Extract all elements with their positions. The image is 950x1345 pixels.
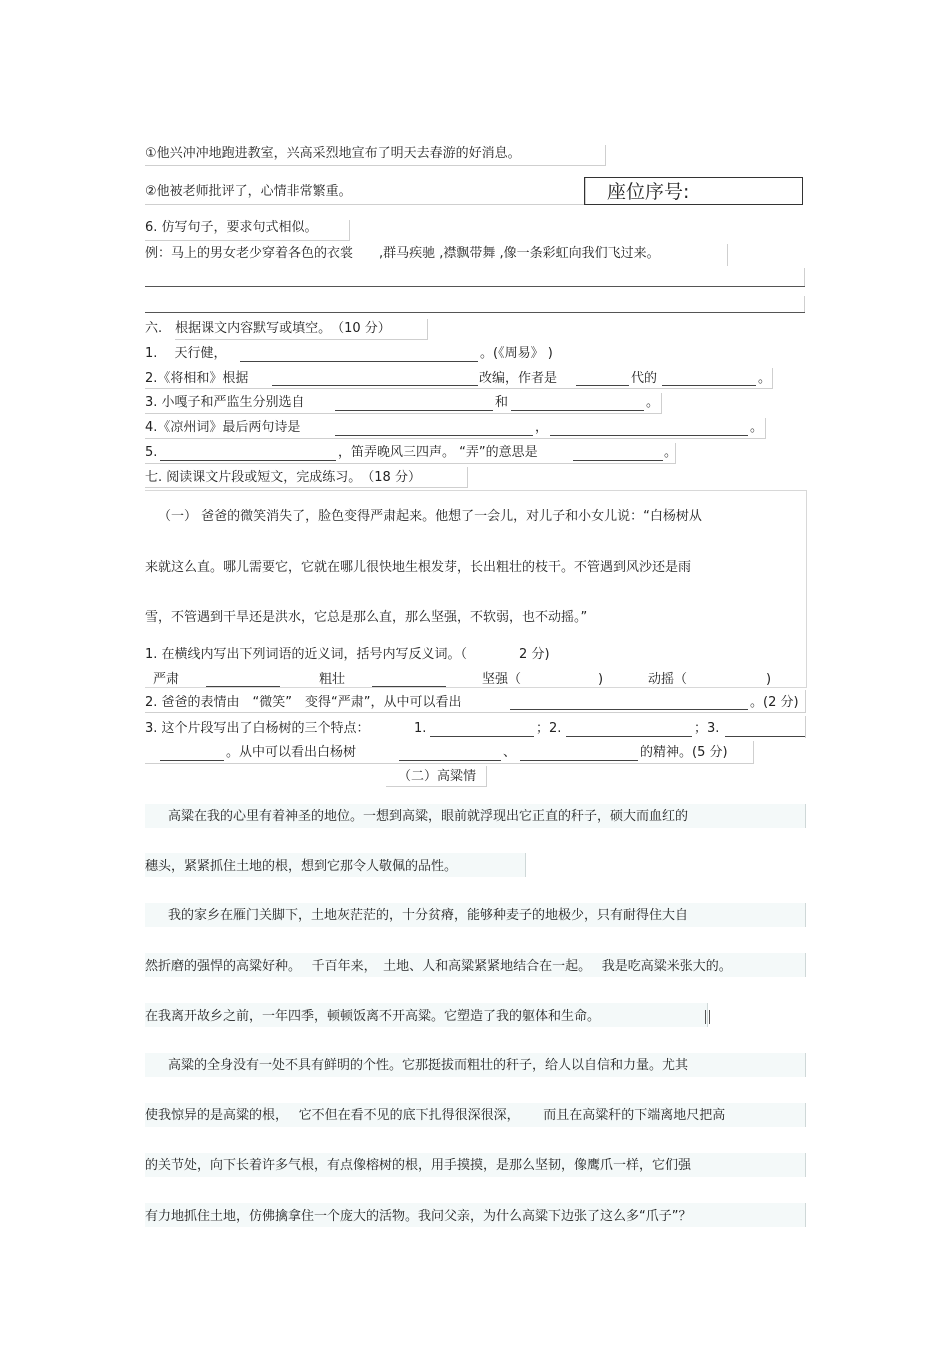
sec6-item5-c: 。 bbox=[664, 445, 678, 460]
sec6-item3-c: 。 bbox=[646, 395, 660, 410]
q6-title: 6. 仿写句子，要求句式相似。 bbox=[145, 220, 318, 235]
sec6-item2-b: 改编，作者是 bbox=[479, 371, 558, 386]
q1-word-cuzhuang: 粗壮 bbox=[319, 672, 346, 687]
sentence-2: ②他被老师批评了，心情非常繁重。 bbox=[145, 184, 352, 199]
sec7-q3-d: 的精神。(5 分) bbox=[640, 745, 728, 760]
answer-line-1-box bbox=[145, 268, 805, 286]
sec6-item5-blank1[interactable] bbox=[160, 460, 336, 461]
sec6-item4-c: 。 bbox=[750, 420, 764, 435]
sec6-item3-blank2[interactable] bbox=[511, 410, 644, 411]
passage2-line2: 穗头，紧紧抓住土地的根，想到它那令人敬佩的品性。 bbox=[145, 859, 458, 874]
sec7-q3-a: 3. 这个片段写出了白杨树的三个特点： bbox=[145, 721, 370, 736]
sentence-1: ①他兴冲冲地跑进教室，兴高采烈地宣布了明天去春游的好消息。 bbox=[145, 146, 521, 161]
sec7-q2-a: 2. 爸爸的表情由 “微笑” 变得“严肃”，从中可以看出 bbox=[145, 695, 462, 710]
sec6-item3-blank1[interactable] bbox=[335, 410, 493, 411]
sec7-q3-blank5[interactable] bbox=[520, 760, 638, 761]
answer-line-1[interactable] bbox=[145, 286, 805, 287]
passage2-line8: 的关节处，向下长着许多气根，有点像榕树的根，用手摸摸，是那么坚韧，像鹰爪一样，它们强 bbox=[145, 1158, 692, 1173]
sec6-item3-a: 3. 小嘎子和严监生分别选自 bbox=[145, 395, 305, 410]
q6-example-box bbox=[145, 244, 728, 266]
passage1-line2: 来就这么直。哪儿需要它，它就在哪儿很快地生根发芽，长出粗壮的枝干。不管遇到风沙还是雨 bbox=[145, 560, 692, 575]
sec6-item4-a: 4.《凉州词》最后两句诗是 bbox=[145, 420, 301, 435]
passage2-line4: 然折磨的强悍的高粱好种。 千百年来， 土地、人和高粱紧紧地结合在一起。 我是吃高粱米张大的。 bbox=[145, 959, 732, 974]
q1-word-dongyao: 动摇（ bbox=[648, 672, 688, 687]
sec7-q3-blank4[interactable] bbox=[399, 760, 501, 761]
sec6-item5-a: 5. bbox=[145, 445, 158, 460]
sec6-item2-blank2[interactable] bbox=[576, 385, 629, 386]
sec7-q3-blank1[interactable] bbox=[430, 736, 534, 737]
passage1-line1: （一） 爸爸的微笑消失了，脸色变得严肃起来。他想了一会儿，对儿子和小女儿说：“白杨树从 bbox=[158, 509, 702, 524]
sec7-q2-b: 。(2 分) bbox=[750, 695, 799, 710]
sec6-item2-c: 代的 bbox=[631, 371, 658, 386]
q1-word-jianqiang: 坚强（ bbox=[482, 672, 522, 687]
sec6-item2-d: 。 bbox=[758, 371, 772, 386]
sec7-q3-blank3[interactable] bbox=[725, 736, 805, 737]
sec7-q3-b: 。从中可以看出白杨树 bbox=[226, 745, 357, 760]
sec7-q3-n3: ；3. bbox=[694, 721, 720, 736]
passage2-line9: 有力地抓住土地，仿佛擒拿住一个庞大的活物。我问父亲，为什么高粱下边张了这么多“爪子”？ bbox=[145, 1209, 692, 1224]
sec6-item4-blank1[interactable] bbox=[335, 435, 533, 436]
q1-blank-cuzhuang[interactable] bbox=[372, 686, 446, 687]
passage2-line7: 使我惊异的是高粱的根， 它不但在看不见的底下扎得很深很深， 而且在高粱秆的下端离地尺把高 bbox=[145, 1108, 726, 1123]
passage1-line3: 雪，不管遇到干旱还是洪水，它总是那么直，那么坚强，不软弱，也不动摇。” bbox=[145, 610, 588, 625]
answer-line-2-box bbox=[145, 296, 805, 312]
sec6-item1-a: 1. 天行健， bbox=[145, 346, 227, 361]
q1-word-dongyao-close: ) bbox=[766, 672, 772, 687]
q1-word-jianqiang-close: ) bbox=[598, 672, 604, 687]
sec7-q3-n1: 1. bbox=[414, 721, 427, 736]
passage2-line5: 在我离开故乡之前，一年四季，顿顿饭离不开高粱。它塑造了我的躯体和生命。 bbox=[145, 1009, 601, 1024]
q1-word-yansu: 严肃 bbox=[153, 672, 180, 687]
sec6-item4-b: ， bbox=[535, 420, 549, 435]
sec6-item3-b: 和 bbox=[495, 395, 509, 410]
sec7-q3-c: 、 bbox=[503, 745, 517, 760]
sec7-q3-n2: ；2. bbox=[536, 721, 562, 736]
passage2-line1: 高粱在我的心里有着神圣的地位。一想到高粱，眼前就浮现出它正直的秆子，硕大而血红的 bbox=[168, 809, 689, 824]
passage2-line3: 我的家乡在雁门关脚下，土地灰茫茫的，十分贫瘠，能够种麦子的地极少，只有耐得住大自 bbox=[168, 908, 689, 923]
sec7-q3-blank2[interactable] bbox=[566, 736, 692, 737]
sec7-title: 七. 阅读课文片段或短文，完成练习。 （18 分） bbox=[145, 470, 421, 485]
answer-line-2[interactable] bbox=[145, 312, 805, 313]
passage2-line6: 高粱的全身没有一处不具有鲜明的个性。它那挺拔而粗壮的秆子，给人以自信和力量。尤其 bbox=[168, 1058, 689, 1073]
seat-number-box: 座位序号: bbox=[584, 177, 803, 205]
sec6-item4-blank2[interactable] bbox=[550, 435, 748, 436]
sec6-title: 六. 根据课文内容默写或填空。 （10 分） bbox=[145, 321, 391, 336]
sec6-item2-blank3[interactable] bbox=[662, 385, 756, 386]
sec6-item1-b: 。(《周易》 ) bbox=[480, 346, 553, 361]
q6-example: 例：马上的男女老少穿着各色的衣裳 ,群马疾驰 ,襟飘带舞 ,像一条彩虹向我们飞过来。 bbox=[145, 246, 660, 261]
sec6-item5-blank2[interactable] bbox=[573, 460, 663, 461]
sec7-q3-blank3-cont[interactable] bbox=[160, 760, 224, 761]
text-cursor-mark bbox=[705, 1010, 710, 1024]
sec7-q1-title: 1. 在横线内写出下列词语的近义词，括号内写反义词。（ 2 分) bbox=[145, 647, 550, 662]
sec6-item1-blank[interactable] bbox=[240, 361, 478, 362]
q1-blank-yansu[interactable] bbox=[206, 686, 280, 687]
sec6-item2-blank1[interactable] bbox=[272, 385, 478, 386]
sec7-q2-blank[interactable] bbox=[510, 709, 748, 710]
passage2-title: （二）高粱情 bbox=[398, 769, 477, 784]
sec6-item2-a: 2.《将相和》根据 bbox=[145, 371, 249, 386]
sec6-item5-b: ，笛弄晚风三四声。 “弄”的意思是 bbox=[338, 445, 538, 460]
